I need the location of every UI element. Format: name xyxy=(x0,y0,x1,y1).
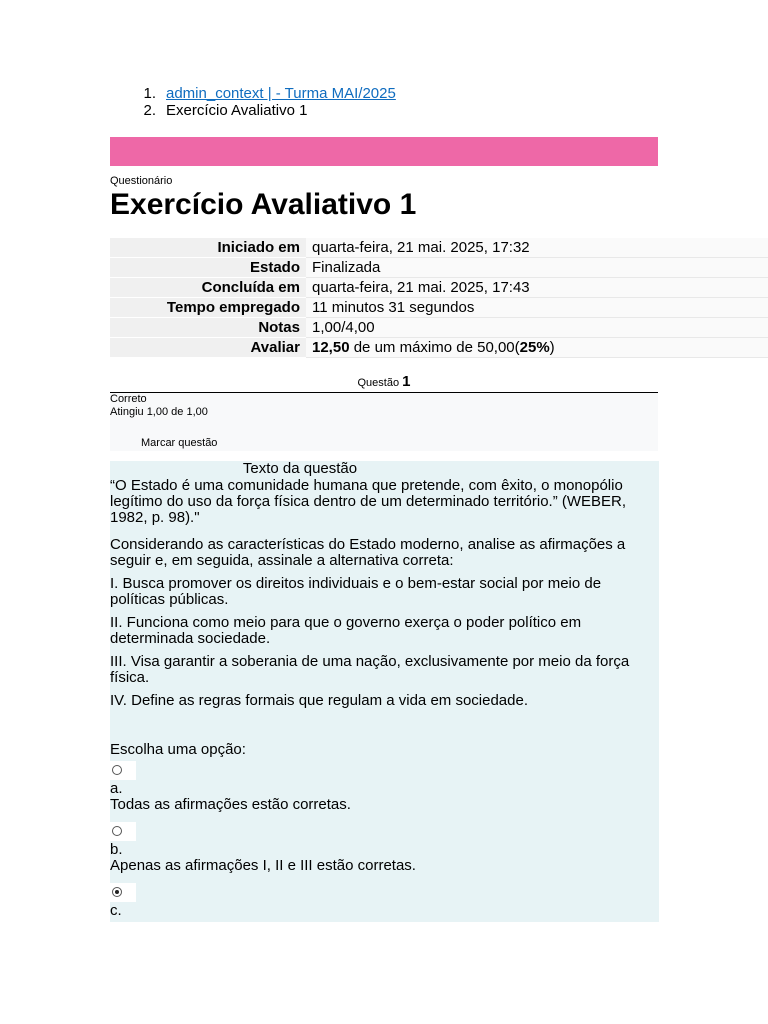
question-text-header: Texto da questão xyxy=(242,460,358,477)
summary-label: Iniciado em xyxy=(110,238,306,258)
summary-value: quarta-feira, 21 mai. 2025, 17:43 xyxy=(306,278,768,298)
summary-row-marks xyxy=(110,318,768,338)
radio-a[interactable] xyxy=(110,761,136,780)
summary-row-started xyxy=(110,238,768,258)
breadcrumb-number: 2. xyxy=(143,102,156,119)
question-number xyxy=(110,373,658,393)
grade-percent: 25% xyxy=(519,339,550,356)
summary-row-completed xyxy=(110,278,768,298)
question-status: Correto xyxy=(110,393,147,405)
summary-label: Avaliar xyxy=(110,338,306,358)
summary-label: Concluída em xyxy=(110,278,306,298)
attempt-summary-table xyxy=(110,238,768,358)
answer-option-b[interactable] xyxy=(110,822,659,874)
breadcrumb-current: Exercício Avaliativo 1 xyxy=(166,102,308,119)
statement-1: I. Busca promover os direitos individuais e o bem-estar social por meio de políticas públicas. xyxy=(110,575,602,608)
radio-selected-icon xyxy=(112,887,122,897)
breadcrumb-link-course[interactable]: admin_context | - Turma MAI/2025 xyxy=(166,85,396,102)
summary-row-state xyxy=(110,258,768,278)
statement-4: IV. Define as regras formais que regulam a vida em sociedade. xyxy=(110,692,529,709)
radio-c[interactable] xyxy=(110,883,136,902)
answer-prompt: Escolha uma opção: xyxy=(110,741,246,758)
breadcrumb-item-quiz xyxy=(110,102,510,119)
page-kind: Questionário xyxy=(110,175,173,187)
radio-circle-icon xyxy=(112,765,122,775)
question-mark: Atingiu 1,00 de 1,00 xyxy=(110,406,208,418)
question-label: Questão xyxy=(357,377,400,389)
summary-label: Estado xyxy=(110,258,306,278)
option-letter: a. xyxy=(110,780,123,797)
summary-label: Tempo empregado xyxy=(110,298,306,318)
summary-value: quarta-feira, 21 mai. 2025, 17:32 xyxy=(306,238,768,258)
summary-value: 1,00/4,00 xyxy=(306,318,768,338)
question-content xyxy=(110,461,659,922)
breadcrumb xyxy=(110,85,510,119)
answer-option-a[interactable] xyxy=(110,761,659,813)
statement-2: II. Funciona como meio para que o governo exerça o poder político em determinada sociedade. xyxy=(110,614,582,647)
option-letter: c. xyxy=(110,902,122,919)
grade-middle: de um máximo de 50,00( xyxy=(349,339,520,356)
summary-label: Notas xyxy=(110,318,306,338)
statement-3: III. Visa garantir a soberania de uma nação, exclusivamente por meio da força física. xyxy=(110,653,630,686)
summary-value: 11 minutos 31 segundos xyxy=(306,298,768,318)
page-title: Exercício Avaliativo 1 xyxy=(110,188,417,221)
question-number-value: 1 xyxy=(402,373,411,390)
grade-score: 12,50 xyxy=(312,339,350,356)
option-text: Apenas as afirmações I, II e III estão corretas. xyxy=(110,857,416,874)
summary-row-grade xyxy=(110,338,768,358)
question-quote: “O Estado é uma comunidade humana que pretende, com êxito, o monopólio legítimo do uso da força física dentro de um determinado território.” (WEBER, 1982, p. 98)." xyxy=(110,477,627,526)
radio-b[interactable] xyxy=(110,822,136,841)
flag-question-button[interactable]: Marcar questão xyxy=(141,437,218,449)
summary-value: Finalizada xyxy=(306,258,768,278)
option-text: Todas as afirmações estão corretas. xyxy=(110,796,351,813)
header-banner xyxy=(110,137,658,166)
breadcrumb-number: 1. xyxy=(143,85,156,102)
answer-option-c[interactable] xyxy=(110,883,659,919)
radio-circle-icon xyxy=(112,826,122,836)
summary-row-time xyxy=(110,298,768,318)
grade-end: ) xyxy=(549,339,555,356)
question-intro: Considerando as características do Estado moderno, analise as afirmações a seguir e, em seguida, assinale a alternativa correta: xyxy=(110,536,626,569)
breadcrumb-item-course xyxy=(110,85,510,102)
option-letter: b. xyxy=(110,841,123,858)
summary-value xyxy=(306,338,768,358)
